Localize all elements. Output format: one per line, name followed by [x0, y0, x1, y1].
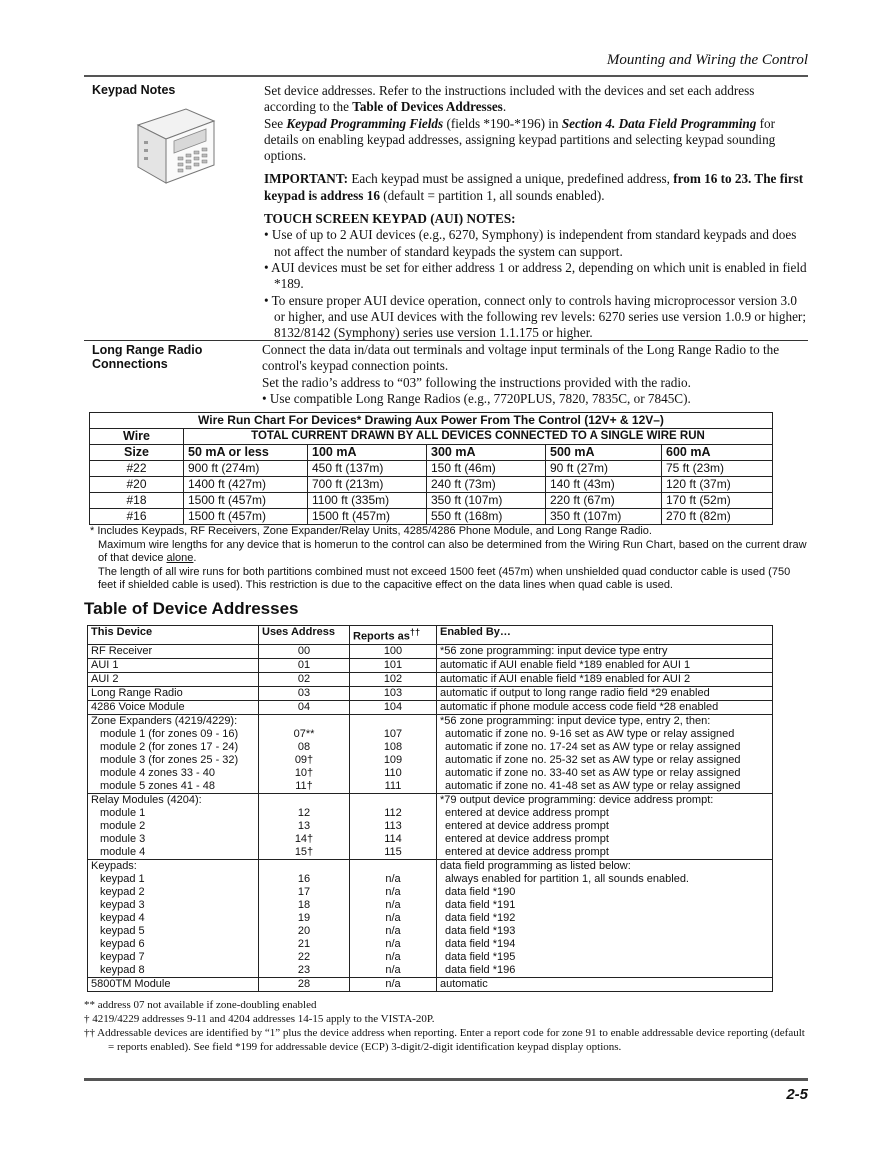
table-cell: data field *194 [437, 938, 773, 951]
table-cell: *56 zone programming: input device type, entry 2, then: [437, 714, 773, 728]
table-cell: entered at device address prompt [437, 807, 773, 820]
table-cell: n/a [350, 886, 437, 899]
table-cell: module 3 [88, 833, 259, 846]
table-row [88, 873, 773, 886]
table-cell: 111 [350, 780, 437, 794]
aui-bullet: • Use of up to 2 AUI devices (e.g., 6270, Symphony) is independent from standard keypads and does not affect the number of standard keypads the system can support. [264, 227, 797, 259]
col-header: Reports as†† [350, 626, 437, 645]
table-row [88, 754, 773, 767]
table-row [88, 964, 773, 978]
table-cell: entered at device address prompt [437, 820, 773, 833]
table-cell: n/a [350, 912, 437, 925]
table-cell: keypad 8 [88, 964, 259, 978]
table-cell: n/a [350, 977, 437, 991]
table-cell: module 2 (for zones 17 - 24) [88, 741, 259, 754]
wire-note: * Includes Keypads, RF Receivers, Zone Expander/Relay Units, 4285/4286 Phone Module, and Long Range Radio. [90, 525, 652, 537]
table-cell: 110 [350, 767, 437, 780]
table-cell: 112 [350, 807, 437, 820]
table-cell: 102 [350, 672, 437, 686]
table-row: #16 1500 ft (457m) 1500 ft (457m) 550 ft (168m) 350 ft (107m) 270 ft (82m) [90, 509, 773, 525]
table-row [88, 833, 773, 846]
footnote: ** address 07 not available if zone-doubling enabled [84, 999, 317, 1011]
col-header: This Device [88, 626, 259, 645]
table-footnotes [84, 998, 808, 1054]
long-range-radio-label: Long Range Radio Connections [92, 343, 203, 371]
page-number: 2-5 [786, 1086, 808, 1103]
device-address-table-title: Table of Device Addresses [84, 599, 299, 618]
table-row: #22 900 ft (274m) 450 ft (137m) 150 ft (46m) 90 ft (27m) 75 ft (23m) [90, 461, 773, 477]
table-cell: n/a [350, 873, 437, 886]
table-cell: 113 [350, 820, 437, 833]
keypad-icon [136, 107, 216, 185]
table-cell: keypad 5 [88, 925, 259, 938]
table-cell: 17 [259, 886, 350, 899]
table-cell: n/a [350, 938, 437, 951]
device-address-table [87, 625, 773, 992]
table-cell: 15† [259, 846, 350, 860]
table-cell: keypad 3 [88, 899, 259, 912]
table-cell: data field programming as listed below: [437, 859, 773, 873]
table-cell: 21 [259, 938, 350, 951]
table-cell: module 5 zones 41 - 48 [88, 780, 259, 794]
table-row: #20 1400 ft (427m) 700 ft (213m) 240 ft (73m) 140 ft (43m) 120 ft (37m) [90, 477, 773, 493]
table-cell: automatic if zone no. 17-24 set as AW type or relay assigned [437, 741, 773, 754]
table-cell: 04 [259, 700, 350, 714]
table-row: #18 1500 ft (457m) 1100 ft (335m) 350 ft (107m) 220 ft (67m) 170 ft (52m) [90, 493, 773, 509]
long-range-radio-section [84, 342, 808, 408]
wire-chart-caption: Wire Run Chart For Devices* Drawing Aux Power From The Control (12V+ & 12V–) [90, 413, 773, 429]
table-cell: keypad 1 [88, 873, 259, 886]
table-row [88, 899, 773, 912]
table-cell: 19 [259, 912, 350, 925]
table-cell: data field *193 [437, 925, 773, 938]
table-cell: 103 [350, 686, 437, 700]
keypad-notes-p2: See Keypad Programming Fields (fields *190-*196) in Section 4. Data Field Programming for details on enabling keypad addresses, assigning keypad partitions and selecting keypad sounding options. [264, 115, 776, 164]
table-cell: data field *192 [437, 912, 773, 925]
table-cell: 12 [259, 807, 350, 820]
table-row [88, 714, 773, 728]
table-cell [259, 793, 350, 807]
table-cell: 4286 Voice Module [88, 700, 259, 714]
table-cell: Zone Expanders (4219/4229): [88, 714, 259, 728]
current-header: 100 mA [308, 445, 427, 461]
table-cell: automatic if zone no. 25-32 set as AW type or relay assigned [437, 754, 773, 767]
table-row [88, 846, 773, 860]
current-header: 500 mA [546, 445, 662, 461]
table-cell: automatic if output to long range radio field *29 enabled [437, 686, 773, 700]
table-cell: 22 [259, 951, 350, 964]
current-header: 50 mA or less [184, 445, 308, 461]
aui-notes-title: TOUCH SCREEN KEYPAD (AUI) NOTES: [264, 211, 516, 227]
table-cell: automatic if zone no. 9-16 set as AW type or relay assigned [437, 728, 773, 741]
table-cell: 104 [350, 700, 437, 714]
table-cell: automatic [437, 977, 773, 991]
table-row [88, 925, 773, 938]
table-cell: 114 [350, 833, 437, 846]
aui-bullet: • AUI devices must be set for either address 1 or address 2, depending on which unit is enabled in field *189. [264, 259, 807, 292]
table-cell: 107 [350, 728, 437, 741]
header-rule [84, 75, 808, 77]
table-cell: AUI 1 [88, 658, 259, 672]
table-cell: 02 [259, 672, 350, 686]
table-cell: automatic if phone module access code field *28 enabled [437, 700, 773, 714]
table-cell: n/a [350, 925, 437, 938]
table-row [88, 644, 773, 658]
table-cell: n/a [350, 951, 437, 964]
page-header: Mounting and Wiring the Control [606, 52, 808, 68]
table-cell: entered at device address prompt [437, 833, 773, 846]
table-cell: 100 [350, 644, 437, 658]
table-cell: n/a [350, 899, 437, 912]
table-cell: keypad 6 [88, 938, 259, 951]
col-header: Uses Address [259, 626, 350, 645]
table-cell: 18 [259, 899, 350, 912]
table-cell: 13 [259, 820, 350, 833]
long-range-radio-body: Connect the data in/data out terminals and voltage input terminals of the Long Range Radio to the control's keypad connection points. Set the radio’s address to “03” following the instructions provided with the radio. • Use compatible Long Range Radios (e.g., 7720PLUS, 7820, 7835C, or 7845C). [262, 342, 780, 406]
table-cell: module 3 (for zones 25 - 32) [88, 754, 259, 767]
table-cell: 11† [259, 780, 350, 794]
table-cell: automatic if AUI enable field *189 enabled for AUI 2 [437, 672, 773, 686]
table-cell: 09† [259, 754, 350, 767]
table-cell [350, 793, 437, 807]
table-cell: AUI 2 [88, 672, 259, 686]
table-cell: 03 [259, 686, 350, 700]
table-cell: 101 [350, 658, 437, 672]
table-row [88, 912, 773, 925]
wire-run-chart [89, 412, 773, 525]
table-row [88, 686, 773, 700]
table-cell: Long Range Radio [88, 686, 259, 700]
table-cell: 20 [259, 925, 350, 938]
wire-note: Maximum wire lengths for any device that is homerun to the control can also be determined from the Wiring Run Chart, based on the current draw of that device alone. [98, 538, 807, 564]
table-row [88, 886, 773, 899]
keypad-notes-section [84, 83, 808, 343]
table-row [88, 793, 773, 807]
table-row [88, 700, 773, 714]
table-row [88, 658, 773, 672]
table-cell: automatic if zone no. 41-48 set as AW type or relay assigned [437, 780, 773, 794]
total-current-label: TOTAL CURRENT DRAWN BY ALL DEVICES CONNECTED TO A SINGLE WIRE RUN [184, 429, 773, 445]
table-cell: Relay Modules (4204): [88, 793, 259, 807]
table-row [88, 820, 773, 833]
table-cell: always enabled for partition 1, all sounds enabled. [437, 873, 773, 886]
table-row [88, 780, 773, 794]
wire-label: Wire [90, 429, 184, 445]
table-cell: keypad 4 [88, 912, 259, 925]
current-header: 300 mA [427, 445, 546, 461]
table-row [88, 728, 773, 741]
wire-chart-notes [90, 525, 808, 593]
keypad-notes-important: IMPORTANT: Each keypad must be assigned a unique, predefined address, from 16 to 23. The first keypad is address 16 (default = partition 1, all sounds enabled). [264, 171, 804, 203]
table-row [88, 672, 773, 686]
table-cell: module 4 [88, 846, 259, 860]
table-cell: Keypads: [88, 859, 259, 873]
table-cell: automatic if AUI enable field *189 enabled for AUI 1 [437, 658, 773, 672]
table-cell [259, 714, 350, 728]
table-cell: 115 [350, 846, 437, 860]
table-cell: 5800TM Module [88, 977, 259, 991]
table-cell: 108 [350, 741, 437, 754]
table-cell: *56 zone programming: input device type entry [437, 644, 773, 658]
table-cell: 14† [259, 833, 350, 846]
table-row [88, 767, 773, 780]
table-row [88, 938, 773, 951]
footnote: † 4219/4229 addresses 9-11 and 4204 addresses 14-15 apply to the VISTA-20P. [84, 1013, 435, 1025]
footnote: †† Addressable devices are identified by “1” plus the device address when reporting. Enter a report code for zone 91 to enable addressable device reporting (default = reports enabled). See field *199 for addressable device (ECP) 3-digit/2-digit identification keypad display options. [84, 1027, 805, 1053]
table-cell: automatic if zone no. 33-40 set as AW type or relay assigned [437, 767, 773, 780]
current-header: 600 mA [662, 445, 773, 461]
table-cell: 28 [259, 977, 350, 991]
table-cell: data field *195 [437, 951, 773, 964]
table-cell: data field *190 [437, 886, 773, 899]
table-cell: 23 [259, 964, 350, 978]
table-cell [350, 859, 437, 873]
table-row [88, 977, 773, 991]
table-cell: RF Receiver [88, 644, 259, 658]
table-cell: 01 [259, 658, 350, 672]
table-row [88, 951, 773, 964]
section-divider [84, 340, 808, 341]
table-cell: keypad 2 [88, 886, 259, 899]
table-row [88, 807, 773, 820]
table-cell: 10† [259, 767, 350, 780]
table-cell: keypad 7 [88, 951, 259, 964]
col-header: Enabled By… [437, 626, 773, 645]
wire-note: The length of all wire runs for both partitions combined must not exceed 1500 feet (457m) when unshielded quad conductor cable is used (750 feet if shielded cable is used). This restriction is due to the capacitive effect on the data lines when quad cable is used. [98, 565, 791, 591]
table-cell: 109 [350, 754, 437, 767]
table-cell: data field *191 [437, 899, 773, 912]
size-label: Size [90, 445, 184, 461]
keypad-notes-label: Keypad Notes [92, 83, 176, 97]
table-cell: 08 [259, 741, 350, 754]
table-cell: entered at device address prompt [437, 846, 773, 860]
table-cell [350, 714, 437, 728]
table-cell: module 1 (for zones 09 - 16) [88, 728, 259, 741]
table-cell: data field *196 [437, 964, 773, 978]
table-cell: module 1 [88, 807, 259, 820]
table-row [88, 859, 773, 873]
table-cell: module 2 [88, 820, 259, 833]
table-cell: 16 [259, 873, 350, 886]
footer-rule [84, 1078, 808, 1081]
table-cell: module 4 zones 33 - 40 [88, 767, 259, 780]
table-cell [259, 859, 350, 873]
table-cell: 07** [259, 728, 350, 741]
table-cell: *79 output device programming: device address prompt: [437, 793, 773, 807]
keypad-notes-p1: Set device addresses. Refer to the instructions included with the devices and set each address according to the Table of Devices Addresses. [264, 83, 755, 115]
table-cell: 00 [259, 644, 350, 658]
keypad-notes-body [264, 83, 808, 341]
table-cell: n/a [350, 964, 437, 978]
table-row [88, 741, 773, 754]
aui-bullet: • To ensure proper AUI device operation, connect only to controls having microprocessor version 3.0 or higher, and use AUI devices with the following rev levels: 6270 series use version 1.0.9 or higher; 8132/8142 (Symphony) series use version 1.1.175 or higher. [264, 292, 806, 341]
